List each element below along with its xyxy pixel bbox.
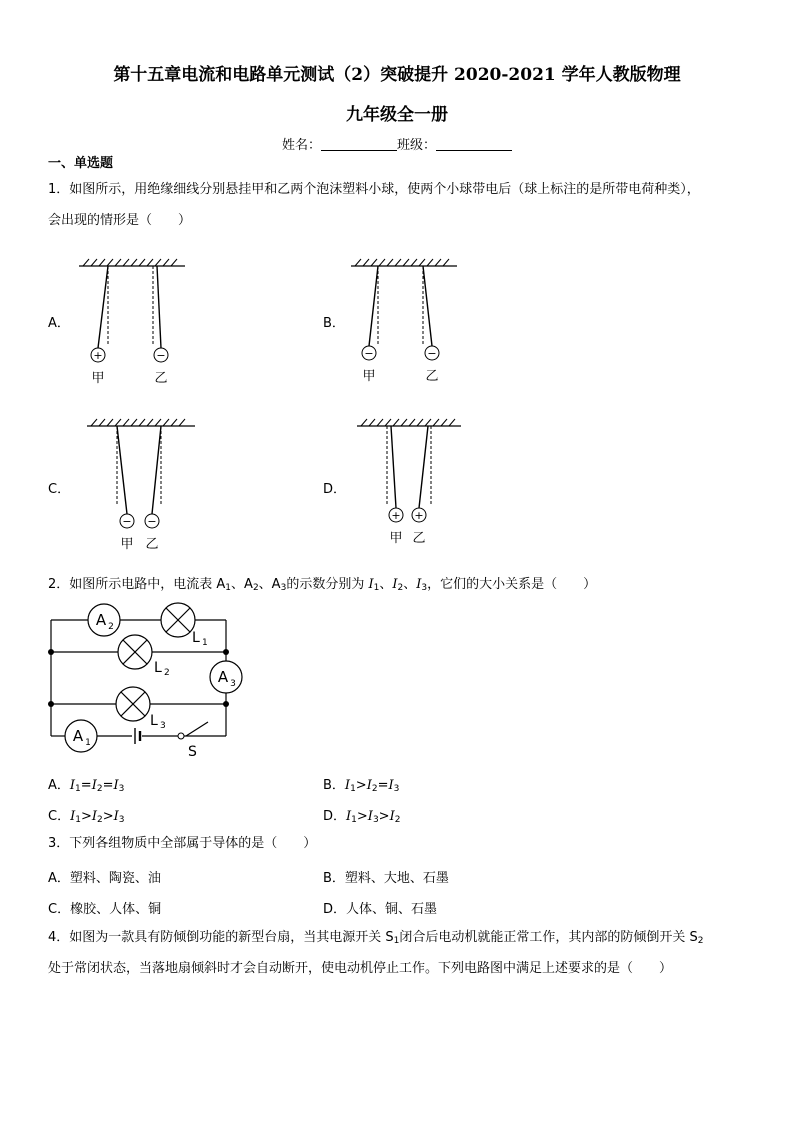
ammeter-a2 xyxy=(88,604,120,636)
svg-text:A: A xyxy=(72,727,84,745)
charge-jia-d: + xyxy=(391,509,401,522)
q4-stem-line2: 处于常闭状态，当落地扇倾斜时才会自动断开，使电动机停止工作。下列电路图中满足上述要求的是（ ） xyxy=(48,961,673,976)
q2-circuit-diagram xyxy=(40,600,250,760)
name-blank[interactable] xyxy=(321,138,397,151)
page-subtitle: 九年级全一册 xyxy=(346,105,448,125)
name-label: 姓名： xyxy=(281,138,321,153)
label-jia-d: 甲 xyxy=(389,531,403,546)
lamp-l3 xyxy=(116,687,166,731)
svg-text:L: L xyxy=(150,713,158,729)
class-blank[interactable] xyxy=(436,138,512,151)
label-yi-c: 乙 xyxy=(145,537,159,552)
lamp-l2 xyxy=(118,635,170,678)
label-jia-b: 甲 xyxy=(362,369,376,384)
q2-option-c[interactable]: C．$I_1>I_2>I_3$ xyxy=(48,809,125,825)
switch-label-s: S xyxy=(188,744,197,760)
q1-option-d-letter[interactable]: D． xyxy=(323,482,347,497)
label-jia-a: 甲 xyxy=(91,371,105,386)
q1-option-a-letter[interactable]: A． xyxy=(48,316,70,331)
label-yi-a: 乙 xyxy=(154,371,168,386)
label-jia-c: 甲 xyxy=(120,537,134,552)
svg-text:L: L xyxy=(154,660,162,676)
label-yi-d: 乙 xyxy=(412,531,426,546)
q2-stem: 2．如图所示电路中，电流表 $A_1$、$A_2$、$A_3$的示数分别为 $I_1$、$I_2$、$I_3$，它们的大小关系是（ ） xyxy=(48,577,597,593)
q3-stem: 3．下列各组物质中全部属于导体的是（ ） xyxy=(48,836,317,851)
lamp-l1 xyxy=(161,603,208,648)
q1-option-c-letter[interactable]: C． xyxy=(48,482,71,497)
section-heading: 一、单选题 xyxy=(48,156,114,171)
q1-option-c-figure xyxy=(83,418,198,554)
charge-jia-a: + xyxy=(93,349,103,362)
svg-text:A: A xyxy=(95,611,107,629)
svg-text:1: 1 xyxy=(202,638,208,648)
q3-option-a[interactable]: A．塑料、陶瓷、油 xyxy=(48,871,161,886)
ammeter-a1 xyxy=(65,720,97,752)
charge-yi-d: + xyxy=(414,509,424,522)
ammeter-a3 xyxy=(210,661,242,693)
charge-yi-c: − xyxy=(147,515,157,528)
q3-option-c[interactable]: C．橡胶、人体、铜 xyxy=(48,902,162,917)
svg-text:L: L xyxy=(192,630,200,646)
svg-text:A: A xyxy=(217,668,229,686)
q1-stem-line1: 1．如图所示，用绝缘细线分别悬挂甲和乙两个泡沫塑料小球，使两个小球带电后（球上标注的是所带电荷种类）， xyxy=(48,182,700,197)
svg-text:2: 2 xyxy=(164,668,170,678)
q1-option-b-figure xyxy=(347,258,462,388)
charge-jia-c: − xyxy=(122,515,132,528)
page-title: 第十五章电流和电路单元测试（2）突破提升 2020-2021 学年人教版物理 xyxy=(113,65,681,85)
student-info-line xyxy=(0,134,794,153)
svg-text:2: 2 xyxy=(108,622,114,632)
q2-option-d[interactable]: D．$I_1>I_3>I_2$ xyxy=(323,809,401,825)
class-label: 班级： xyxy=(397,138,437,153)
svg-text:1: 1 xyxy=(85,738,91,748)
label-yi-b: 乙 xyxy=(425,369,439,384)
charge-yi-a: − xyxy=(156,349,166,362)
q2-option-b[interactable]: B．$I_1>I_2=I_3$ xyxy=(323,778,400,794)
q1-option-d-figure xyxy=(353,418,468,554)
q1-stem-line2: 会出现的情形是（ ） xyxy=(48,213,192,228)
q4-stem-line1: 4．如图为一款具有防倾倒功能的新型台扇，当其电源开关 $S_1$闭合后电动机就能正常工作，其内部的防倾倒开关 $S_2$ xyxy=(48,930,704,946)
q3-option-b[interactable]: B．塑料、大地、石墨 xyxy=(323,871,449,886)
svg-text:3: 3 xyxy=(230,679,236,689)
q3-option-d[interactable]: D．人体、铜、石墨 xyxy=(323,902,438,917)
q1-option-a-figure xyxy=(75,258,190,388)
q2-option-a[interactable]: A．$I_1=I_2=I_3$ xyxy=(48,778,125,794)
charge-yi-b: − xyxy=(427,347,437,360)
q1-option-b-letter[interactable]: B． xyxy=(323,316,345,331)
svg-text:3: 3 xyxy=(160,721,166,731)
charge-jia-b: − xyxy=(364,347,374,360)
